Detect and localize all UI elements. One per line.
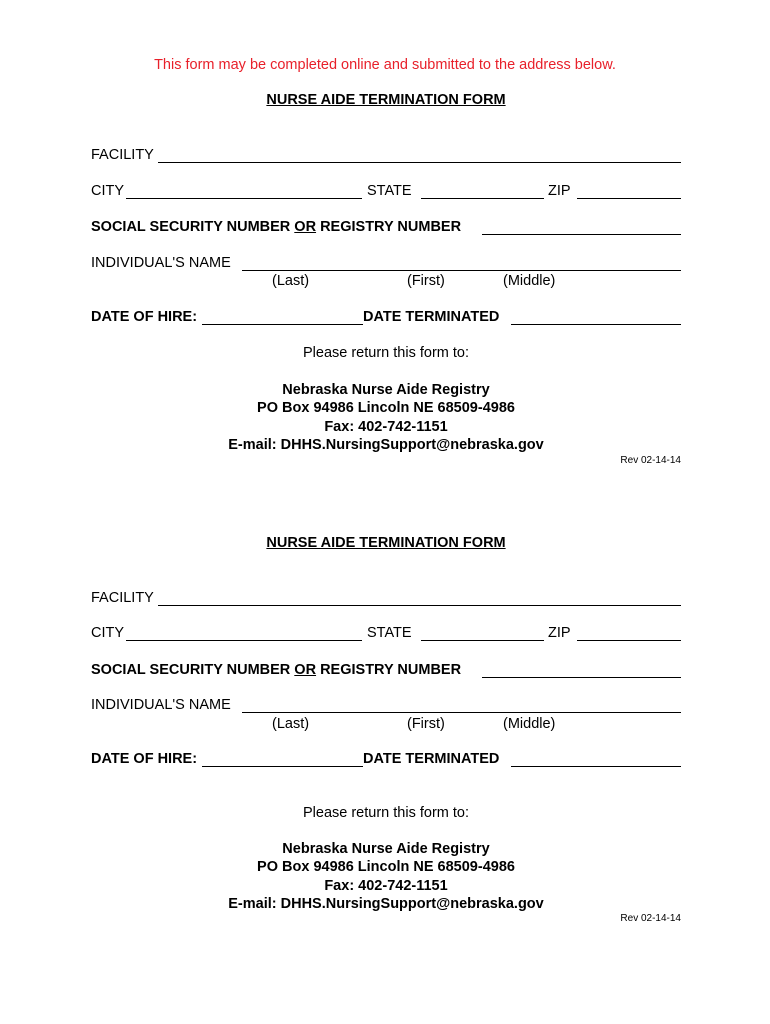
- terminated-date-label: DATE TERMINATED: [363, 751, 500, 767]
- first-caption: (First): [407, 716, 445, 732]
- ssn-registry-field[interactable]: [482, 219, 681, 235]
- registry-email: E-mail: DHHS.NursingSupport@nebraska.gov: [228, 895, 544, 912]
- location-row: [91, 625, 681, 645]
- registry-name: Nebraska Nurse Aide Registry: [282, 382, 490, 398]
- ssn-registry-field[interactable]: [482, 662, 681, 678]
- state-label: STATE: [367, 625, 412, 641]
- registry-po-box: PO Box 94986 Lincoln NE 68509-4986: [257, 859, 515, 876]
- dates-row: [91, 751, 681, 771]
- revision-label: Rev 02-14-14: [620, 913, 681, 924]
- last-caption: (Last): [272, 716, 310, 732]
- termination-form-2: [91, 535, 681, 975]
- termination-form-1: [91, 92, 681, 532]
- name-row: [91, 255, 681, 275]
- zip-field[interactable]: [577, 625, 681, 641]
- ssn-row: [91, 662, 681, 682]
- dates-row: [91, 309, 681, 329]
- city-field[interactable]: [126, 625, 362, 641]
- facility-label: FACILITY: [91, 590, 154, 606]
- middle-caption: (Middle): [503, 273, 556, 289]
- registry-po-box: PO Box 94986 Lincoln NE 68509-4986: [257, 400, 515, 417]
- registry-fax: Fax: 402-742-1151: [324, 418, 448, 435]
- facility-field[interactable]: [158, 147, 681, 163]
- name-row: [91, 697, 681, 717]
- name-subcaptions: [91, 273, 681, 293]
- zip-label: ZIP: [548, 183, 571, 199]
- location-row: [91, 183, 681, 203]
- form-title: NURSE AIDE TERMINATION FORM: [266, 535, 506, 551]
- name-label: INDIVIDUAL'S NAME: [91, 255, 231, 271]
- city-field[interactable]: [126, 183, 362, 199]
- middle-caption: (Middle): [503, 716, 556, 732]
- terminated-date-field[interactable]: [511, 751, 681, 767]
- return-instructions: Please return this form to:: [302, 345, 469, 361]
- form-title: NURSE AIDE TERMINATION FORM: [266, 92, 506, 108]
- return-instructions: Please return this form to:: [302, 805, 469, 821]
- terminated-date-field[interactable]: [511, 309, 681, 325]
- state-label: STATE: [367, 183, 412, 199]
- online-notice: This form may be completed online and submitted to the address below.: [154, 57, 616, 73]
- zip-label: ZIP: [548, 625, 571, 641]
- last-caption: (Last): [272, 273, 310, 289]
- facility-row: [91, 590, 681, 610]
- facility-field[interactable]: [158, 590, 681, 606]
- registry-address: [91, 381, 681, 454]
- individual-name-field[interactable]: [242, 697, 681, 713]
- individual-name-field[interactable]: [242, 255, 681, 271]
- state-field[interactable]: [421, 183, 544, 199]
- revision-label: Rev 02-14-14: [620, 455, 681, 466]
- terminated-date-label: DATE TERMINATED: [363, 309, 500, 325]
- ssn-row: [91, 219, 681, 239]
- name-subcaptions: [91, 716, 681, 736]
- name-label: INDIVIDUAL'S NAME: [91, 697, 231, 713]
- facility-label: FACILITY: [91, 147, 154, 163]
- hire-date-label: DATE OF HIRE:: [91, 751, 198, 767]
- zip-field[interactable]: [577, 183, 681, 199]
- facility-row: [91, 147, 681, 167]
- registry-email: E-mail: DHHS.NursingSupport@nebraska.gov: [228, 436, 544, 453]
- hire-date-field[interactable]: [202, 751, 363, 767]
- registry-address: [91, 840, 681, 913]
- city-label: CITY: [91, 625, 125, 641]
- ssn-label: SOCIAL SECURITY NUMBER OR REGISTRY NUMBER: [91, 219, 462, 235]
- ssn-label: SOCIAL SECURITY NUMBER OR REGISTRY NUMBER: [91, 662, 462, 678]
- state-field[interactable]: [421, 625, 544, 641]
- city-label: CITY: [91, 183, 125, 199]
- hire-date-label: DATE OF HIRE:: [91, 309, 198, 325]
- hire-date-field[interactable]: [202, 309, 363, 325]
- registry-name: Nebraska Nurse Aide Registry: [282, 841, 490, 857]
- first-caption: (First): [407, 273, 445, 289]
- registry-fax: Fax: 402-742-1151: [324, 877, 448, 894]
